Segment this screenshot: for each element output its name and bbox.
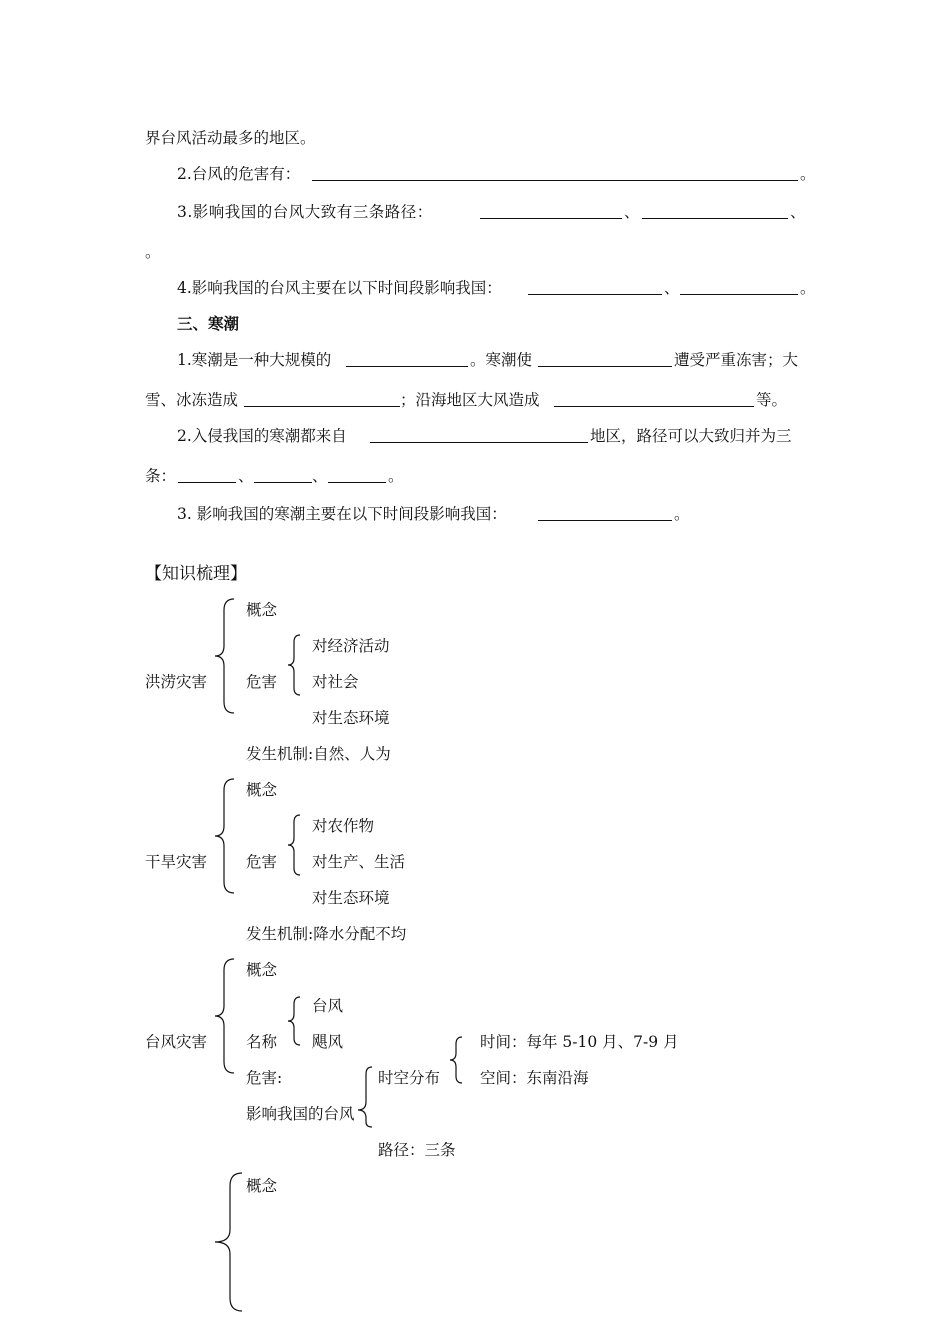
- c1-c: 遭受严重冻害；大: [674, 351, 799, 369]
- drought-main-brace: [212, 778, 236, 894]
- c1-blank-2[interactable]: [538, 350, 672, 367]
- drought-harm-crops: 对农作物: [312, 817, 375, 835]
- typhoon-influence: 影响我国的台风: [246, 1105, 355, 1123]
- typhoon-spatiotemporal-brace: [448, 1036, 464, 1084]
- q1-tail: 界台风活动最多的地区。: [145, 129, 316, 147]
- c1-blank-4[interactable]: [554, 390, 754, 407]
- flood-harm: 危害: [246, 673, 278, 691]
- flood-mechanism: 发生机制:自然、人为: [246, 745, 391, 763]
- typhoon-name-typhoon: 台风: [312, 997, 344, 1015]
- q3-blank-2[interactable]: [642, 202, 788, 219]
- cold-main-brace: [212, 1172, 246, 1312]
- flood-main-brace: [212, 598, 236, 714]
- c3-end: 。: [674, 505, 690, 523]
- q3-wrap: 。: [145, 243, 161, 261]
- q4-sep: 、: [664, 279, 680, 297]
- q4-blank-1[interactable]: [528, 278, 662, 295]
- typhoon-influence-brace: [356, 1066, 374, 1128]
- q2-label: 2.台风的危害有：: [177, 165, 301, 183]
- c3-blank[interactable]: [538, 504, 672, 521]
- q3-sep-2: 、: [790, 203, 806, 221]
- c2-a: 2.入侵我国的寒潮都来自: [177, 427, 347, 445]
- typhoon-time: 时间：每年 5-10 月、7-9 月: [480, 1033, 679, 1051]
- drought-concept: 概念: [246, 781, 278, 799]
- c2-blank-3[interactable]: [254, 466, 312, 483]
- c1-e: ；沿海地区大风造成: [400, 391, 540, 409]
- c2-sep-1: 、: [238, 467, 254, 485]
- c2-blank-2[interactable]: [178, 466, 236, 483]
- q4-label: 4.影响我国的台风主要在以下时间段影响我国：: [177, 279, 502, 297]
- c1-f: 等。: [756, 391, 788, 409]
- c1-blank-3[interactable]: [244, 390, 400, 407]
- drought-harm: 危害: [246, 853, 278, 871]
- c1-blank-1[interactable]: [346, 350, 468, 367]
- c1-b: 。寒潮使: [470, 351, 533, 369]
- flood-title: 洪涝灾害: [145, 673, 208, 691]
- c3-a: 3. 影响我国的寒潮主要在以下时间段影响我国：: [177, 505, 507, 523]
- flood-concept: 概念: [246, 601, 278, 619]
- typhoon-title: 台风灾害: [145, 1033, 208, 1051]
- typhoon-main-brace: [212, 958, 236, 1074]
- c2-c: 条：: [145, 467, 177, 485]
- c1-a: 1.寒潮是一种大规模的: [177, 351, 332, 369]
- section-3-heading: 三、寒潮: [177, 314, 240, 333]
- c2-blank-1[interactable]: [370, 426, 588, 443]
- c2-end: 。: [388, 467, 404, 485]
- c1-d: 雪、冰冻造成: [145, 391, 239, 409]
- q2-end: 。: [800, 165, 816, 183]
- flood-harm-economy: 对经济活动: [312, 637, 390, 655]
- typhoon-spatiotemporal: 时空分布: [378, 1069, 441, 1087]
- drought-harm-ecology: 对生态环境: [312, 889, 390, 907]
- flood-harm-ecology: 对生态环境: [312, 709, 390, 727]
- q2-blank[interactable]: [312, 164, 798, 181]
- drought-mechanism: 发生机制:降水分配不均: [246, 925, 407, 943]
- q3-label: 3.影响我国的台风大致有三条路径：: [177, 203, 433, 221]
- typhoon-name-brace: [286, 996, 302, 1046]
- cold-concept: 概念: [246, 1177, 278, 1195]
- q3-blank-1[interactable]: [480, 202, 622, 219]
- q3-sep-1: 、: [624, 203, 640, 221]
- flood-harm-society: 对社会: [312, 673, 359, 691]
- flood-harm-brace: [286, 634, 302, 696]
- c2-blank-4[interactable]: [328, 466, 386, 483]
- c2-b: 地区，路径可以大致归并为三: [590, 427, 792, 445]
- q4-end: 。: [800, 279, 816, 297]
- drought-title: 干旱灾害: [145, 853, 208, 871]
- c2-sep-2: 、: [312, 467, 328, 485]
- knowledge-heading: 【知识梳理】: [145, 564, 247, 584]
- typhoon-space: 空间：东南沿海: [480, 1069, 589, 1087]
- drought-harm-brace: [286, 814, 302, 876]
- typhoon-name-label: 名称: [246, 1033, 278, 1051]
- typhoon-route: 路径：三条: [378, 1141, 456, 1159]
- typhoon-concept: 概念: [246, 961, 278, 979]
- typhoon-name-hurricane: 飓风: [312, 1033, 344, 1051]
- typhoon-harm: 危害:: [246, 1069, 283, 1087]
- q4-blank-2[interactable]: [680, 278, 798, 295]
- drought-harm-production: 对生产、生活: [312, 853, 406, 871]
